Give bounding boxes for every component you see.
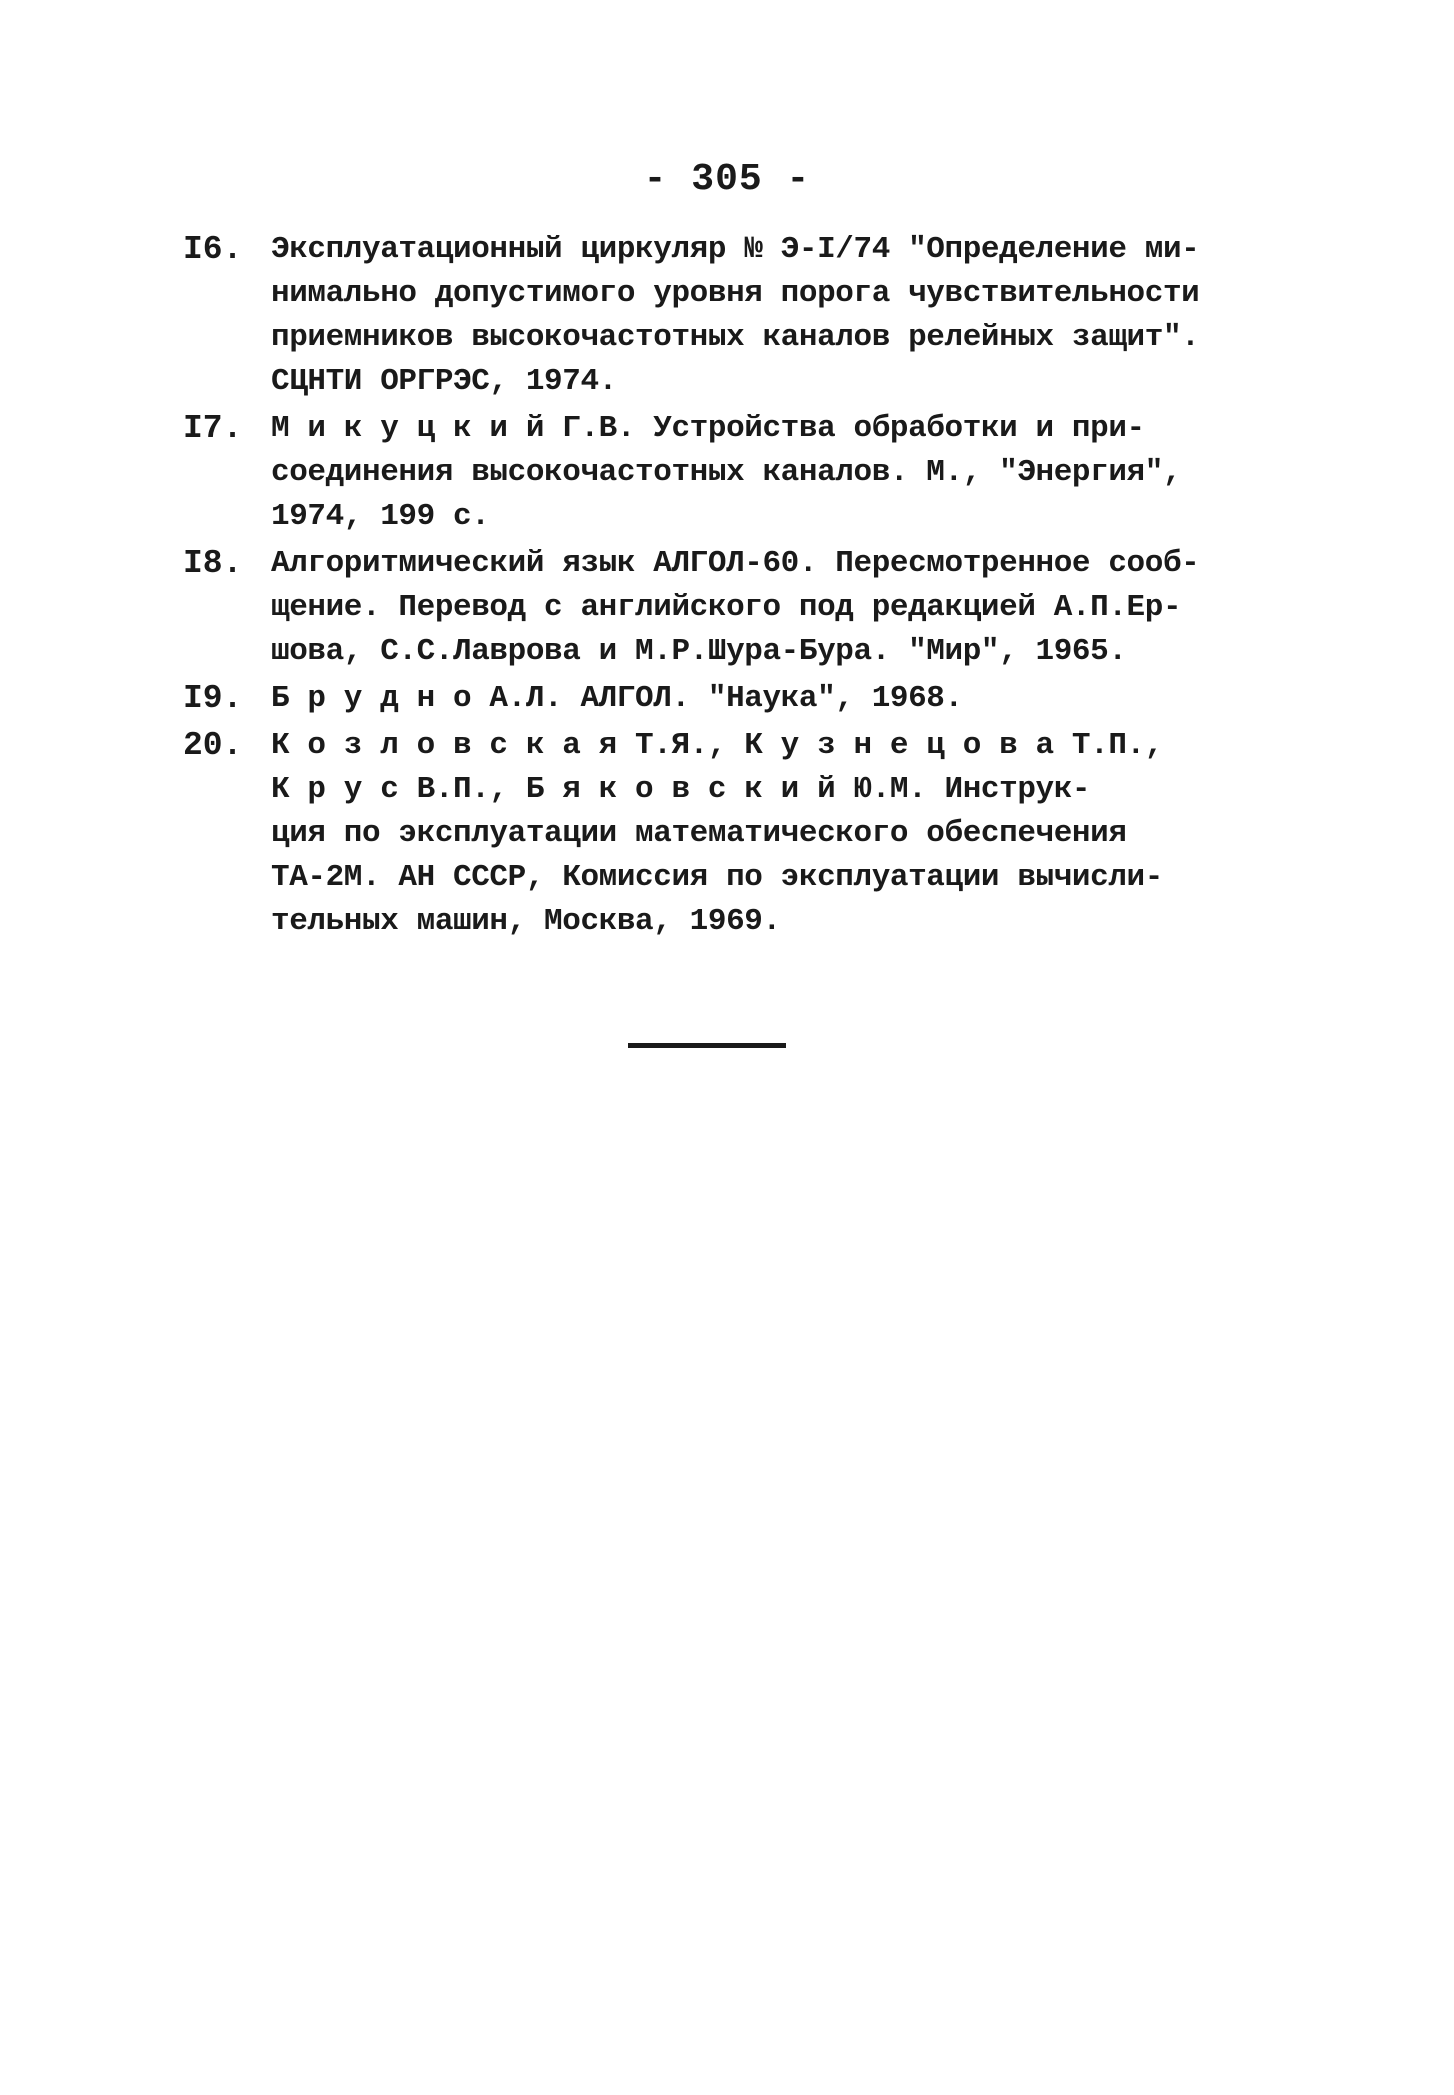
reference-item [183,677,1293,721]
reference-line: ция по эксплуатации математического обеспечения [271,816,1127,851]
reference-line: СЦНТИ ОРГРЭС, 1974. [271,364,617,399]
reference-line: Алгоритмический язык АЛГОЛ-60. Пересмотренное сооб- [271,546,1200,581]
reference-line: шова, С.С.Лаврова и М.Р.Шура-Бура. "Мир", 1965. [271,634,1127,669]
reference-line: соединения высокочастотных каналов. М., "Энергия", [271,455,1182,490]
reference-line: М и к у ц к и й Г.В. Устройства обработки и при- [271,411,1145,446]
reference-item [183,542,1293,674]
reference-number: I6. [183,231,243,268]
reference-number: I7. [183,410,243,447]
reference-line: тельных машин, Москва, 1969. [271,904,781,939]
reference-line: К р у с В.П., Б я к о в с к и й Ю.М. Инструк- [271,772,1091,807]
reference-line: нимально допустимого уровня порога чувствительности [271,276,1200,311]
reference-line: 1974, 199 с. [271,499,490,534]
reference-line: ТА-2М. АН СССР, Комиссия по эксплуатации вычисли- [271,860,1163,895]
reference-number: I8. [183,545,243,582]
reference-line: Б р у д н о А.Л. АЛГОЛ. "Наука", 1968. [271,681,963,716]
reference-line: К о з л о в с к а я Т.Я., К у з н е ц о в а Т.П., [271,728,1163,763]
reference-number: 20. [183,727,243,764]
reference-list [183,228,1293,944]
reference-item [183,724,1293,944]
reference-line: щение. Перевод с английского под редакцией А.П.Ер- [271,590,1182,625]
reference-line: приемников высокочастотных каналов релейных защит". [271,320,1200,355]
reference-item [183,407,1293,539]
end-divider [628,1043,786,1048]
page-number: - 305 - [643,158,811,201]
reference-number: I9. [183,680,243,717]
reference-line: Эксплуатационный циркуляр № Э-I/74 "Определение ми- [271,232,1200,267]
reference-item [183,228,1293,404]
